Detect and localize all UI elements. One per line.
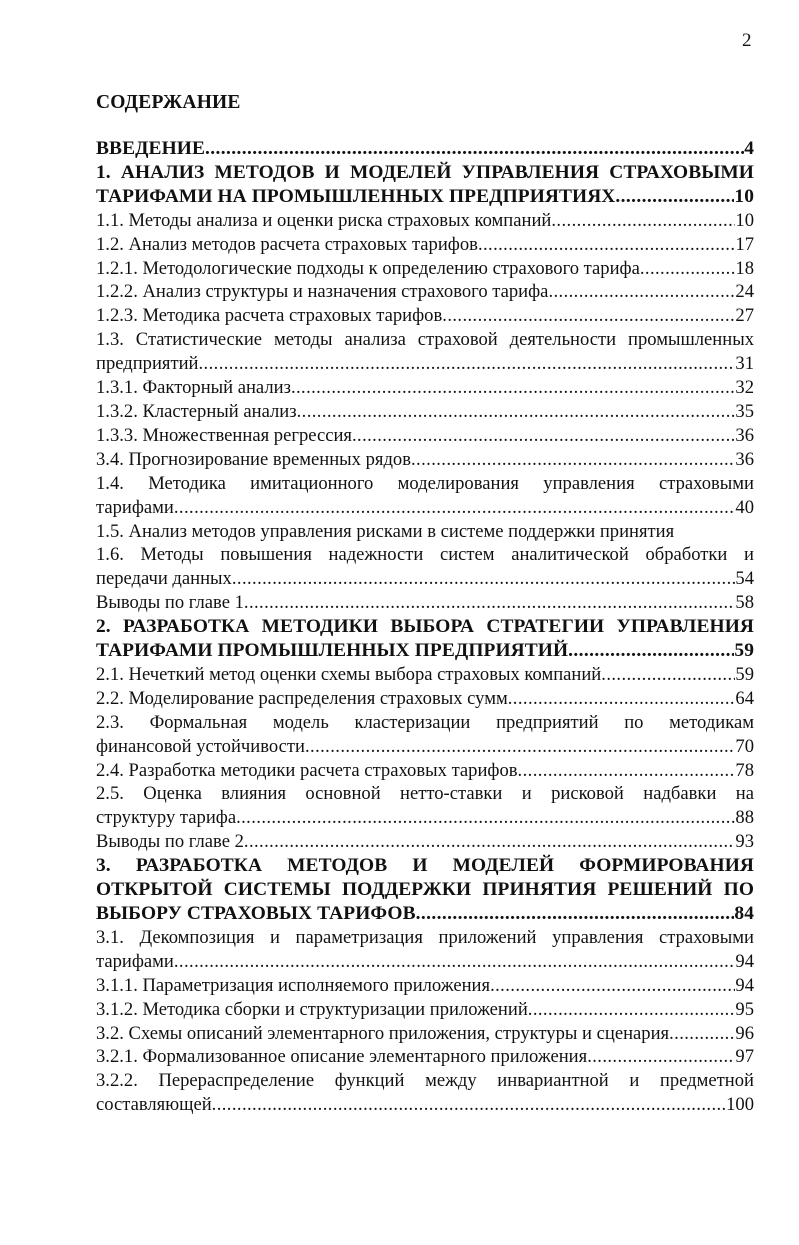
dot-leader [297, 400, 736, 424]
dot-leader [548, 280, 735, 304]
toc-entry[interactable] [96, 400, 754, 424]
toc-page-number: 18 [735, 257, 754, 279]
toc-entry-title: финансовой устойчивости [96, 735, 305, 757]
toc-page-number: 10 [735, 209, 754, 231]
toc-entry[interactable] [96, 1069, 754, 1117]
toc-entry-title: передачи данных [96, 568, 232, 590]
toc-entry-title: 1.2.1. Методологические подходы к определению страхового тарифа [96, 257, 640, 279]
toc-entry-title: тарифами [96, 950, 174, 972]
toc-entry-title: структуру тарифа [96, 807, 237, 829]
toc-entry-title: 3.2. Схемы описаний элементарного приложения, структуры и сценария [96, 1022, 670, 1044]
toc-page-number: 35 [735, 400, 754, 422]
dot-leader [416, 902, 735, 926]
toc-entry[interactable] [96, 448, 754, 472]
toc-entry-title: 2.2. Моделирование распределения страховых сумм [96, 687, 508, 709]
dot-leader [244, 830, 736, 854]
toc-page-number: 59 [735, 663, 754, 685]
dot-leader [568, 639, 734, 663]
toc-page-number: 4 [744, 138, 754, 159]
toc-entry-text-line: 1.3. Статистические методы анализа страховой деятельности промышленных [96, 329, 754, 351]
toc-entry[interactable] [96, 137, 754, 161]
toc-entry[interactable] [96, 663, 754, 687]
toc-entry-title: ТАРИФАМИ ПРОМЫШЛЕННЫХ ПРЕДПРИЯТИЙ [96, 640, 569, 662]
dot-leader [174, 496, 736, 520]
toc-page-number: 36 [735, 424, 754, 446]
toc-entry-title: 1.2. Анализ методов расчета страховых тарифов [96, 233, 478, 255]
dot-leader [587, 1045, 735, 1069]
toc-page-number: 97 [735, 1046, 754, 1068]
toc-entry[interactable] [96, 591, 754, 615]
toc-entry-title: 3.2.1. Формализованное описание элементарного приложения [96, 1046, 588, 1068]
toc-entry-text-line: 1. АНАЛИЗ МЕТОДОВ И МОДЕЛЕЙ УПРАВЛЕНИЯ СТРАХОВЫМИ [96, 161, 754, 183]
toc-entry[interactable] [96, 257, 754, 281]
toc-entry-title: предприятий [96, 353, 199, 375]
toc-entry[interactable] [96, 328, 754, 376]
toc-page-number: 70 [735, 735, 754, 757]
toc-entry[interactable] [96, 759, 754, 783]
toc-entry[interactable] [96, 472, 754, 520]
toc-entry-title: ВВЕДЕНИЕ [96, 138, 205, 159]
toc-page-number: 10 [734, 185, 754, 207]
dot-leader [442, 304, 735, 328]
dot-leader [669, 1022, 735, 1046]
toc-page-number: 36 [735, 448, 754, 470]
toc-entry[interactable] [96, 543, 754, 591]
toc-entry-text-line: 2.5. Оценка влияния основной нетто-ставки и рисковой надбавки на [96, 783, 754, 805]
toc-page-number: 100 [726, 1094, 754, 1116]
toc-entry-title: 1.5. Анализ методов управления рисками в системе поддержки принятия [96, 520, 675, 542]
toc-page-number: 32 [735, 377, 754, 399]
toc-entry-text-line: 3.1. Декомпозиция и параметризация приложений управления страховыми [96, 926, 754, 948]
toc-entry[interactable] [96, 711, 754, 759]
dot-leader [615, 185, 734, 209]
toc-page-number: 94 [735, 950, 754, 972]
toc-page-number: 94 [735, 974, 754, 996]
dot-leader [528, 998, 736, 1022]
toc-entry-title: Выводы по главе 1 [96, 592, 244, 614]
toc-entry[interactable] [96, 998, 754, 1022]
toc-entry[interactable] [96, 376, 754, 400]
toc-page-number: 64 [735, 687, 754, 709]
toc-entry[interactable] [96, 233, 754, 257]
toc-entry-title: составляющей [96, 1094, 212, 1116]
toc-entry-title: 1.1. Методы анализа и оценки риска страховых компаний [96, 209, 552, 231]
toc-entry-text-line: 1.6. Методы повышения надежности систем аналитической обработки и [96, 544, 754, 566]
toc-entry-title: 2.4. Разработка методики расчета страховых тарифов [96, 759, 518, 781]
dot-leader [352, 424, 735, 448]
toc-page-number: 24 [735, 281, 754, 303]
toc-page-number: 78 [735, 759, 754, 781]
toc-entry-title: 1.2.2. Анализ структуры и назначения страхового тарифа [96, 281, 549, 303]
page-number: 2 [742, 30, 752, 51]
toc-page-number: 40 [735, 496, 754, 518]
toc-entry-text-line: 1.4. Методика имитационного моделирования управления страховыми [96, 472, 754, 494]
dot-leader [205, 137, 744, 161]
toc-entry-title: 1.3.2. Кластерный анализ [96, 400, 297, 422]
toc-entry[interactable] [96, 687, 754, 711]
toc-entry-title: ТАРИФАМИ НА ПРОМЫШЛЕННЫХ ПРЕДПРИЯТИЯХ [96, 185, 616, 207]
toc-page-number: 93 [735, 831, 754, 853]
toc-page-number: 88 [735, 807, 754, 829]
toc-entry-title: 1.3.1. Факторный анализ [96, 377, 291, 399]
dot-leader [232, 567, 736, 591]
toc-page-number: 58 [735, 592, 754, 614]
toc-entry[interactable] [96, 1045, 754, 1069]
dot-leader [244, 591, 736, 615]
toc-entry-text-line: ОТКРЫТОЙ СИСТЕМЫ ПОДДЕРЖКИ ПРИНЯТИЯ РЕШЕНИЙ ПО [96, 879, 754, 901]
toc-page-number: 54 [735, 568, 754, 590]
toc-page-number: 95 [735, 998, 754, 1020]
dot-leader [490, 974, 735, 998]
toc-entry-title: 1.2.3. Методика расчета страховых тарифов [96, 305, 443, 327]
toc-entry-title: тарифами [96, 496, 174, 518]
table-of-contents [96, 137, 754, 1117]
toc-entry-text-line: 2.3. Формальная модель кластеризации предприятий по методикам [96, 711, 754, 733]
toc-page-number: 31 [735, 353, 754, 375]
toc-entry[interactable] [96, 615, 754, 663]
toc-entry[interactable] [96, 424, 754, 448]
toc-entry[interactable] [96, 161, 754, 209]
dot-leader [174, 950, 736, 974]
toc-entry-text-line: 3.2.2. Перераспределение функций между инвариантной и предметной [96, 1070, 754, 1092]
dot-leader [518, 759, 736, 783]
dot-leader [601, 663, 735, 687]
dot-leader [478, 233, 735, 257]
toc-entry-title: 3.1.2. Методика сборки и структуризации приложений [96, 998, 528, 1020]
toc-entry[interactable] [96, 280, 754, 304]
toc-page-number: 59 [734, 640, 754, 662]
dot-leader [411, 448, 735, 472]
page-title: СОДЕРЖАНИЕ [96, 92, 241, 113]
dot-leader [640, 257, 736, 281]
toc-entry-title: 2.1. Нечеткий метод оценки схемы выбора страховых компаний [96, 663, 602, 685]
toc-page-number: 27 [735, 305, 754, 327]
toc-entry[interactable] [96, 854, 754, 926]
dot-leader [305, 735, 735, 759]
toc-entry[interactable] [96, 520, 754, 544]
toc-entry[interactable] [96, 926, 754, 974]
toc-entry[interactable] [96, 304, 754, 328]
toc-page-number: 17 [735, 233, 754, 255]
toc-entry-title: 3.4. Прогнозирование временных рядов [96, 448, 411, 470]
toc-entry[interactable] [96, 209, 754, 233]
toc-entry-title: 3.1.1. Параметризация исполняемого приложения [96, 974, 491, 996]
toc-entry-title: ВЫБОРУ СТРАХОВЫХ ТАРИФОВ [96, 903, 416, 924]
dot-leader [236, 806, 735, 830]
toc-entry[interactable] [96, 974, 754, 998]
toc-entry-title: Выводы по главе 2 [96, 831, 244, 853]
toc-entry[interactable] [96, 830, 754, 854]
dot-leader [508, 687, 736, 711]
toc-entry-title: 1.3.3. Множественная регрессия [96, 424, 352, 446]
toc-entry-text-line: 2. РАЗРАБОТКА МЕТОДИКИ ВЫБОРА СТРАТЕГИИ УПРАВЛЕНИЯ [96, 616, 754, 638]
toc-entry[interactable] [96, 1022, 754, 1046]
toc-page-number: 96 [735, 1022, 754, 1044]
toc-page-number: 84 [734, 903, 754, 924]
toc-entry[interactable] [96, 782, 754, 830]
dot-leader [551, 209, 735, 233]
toc-entry-text-line: 3. РАЗРАБОТКА МЕТОДОВ И МОДЕЛЕЙ ФОРМИРОВАНИЯ [96, 855, 754, 877]
dot-leader [212, 1093, 726, 1117]
dot-leader [291, 376, 735, 400]
dot-leader [199, 352, 736, 376]
